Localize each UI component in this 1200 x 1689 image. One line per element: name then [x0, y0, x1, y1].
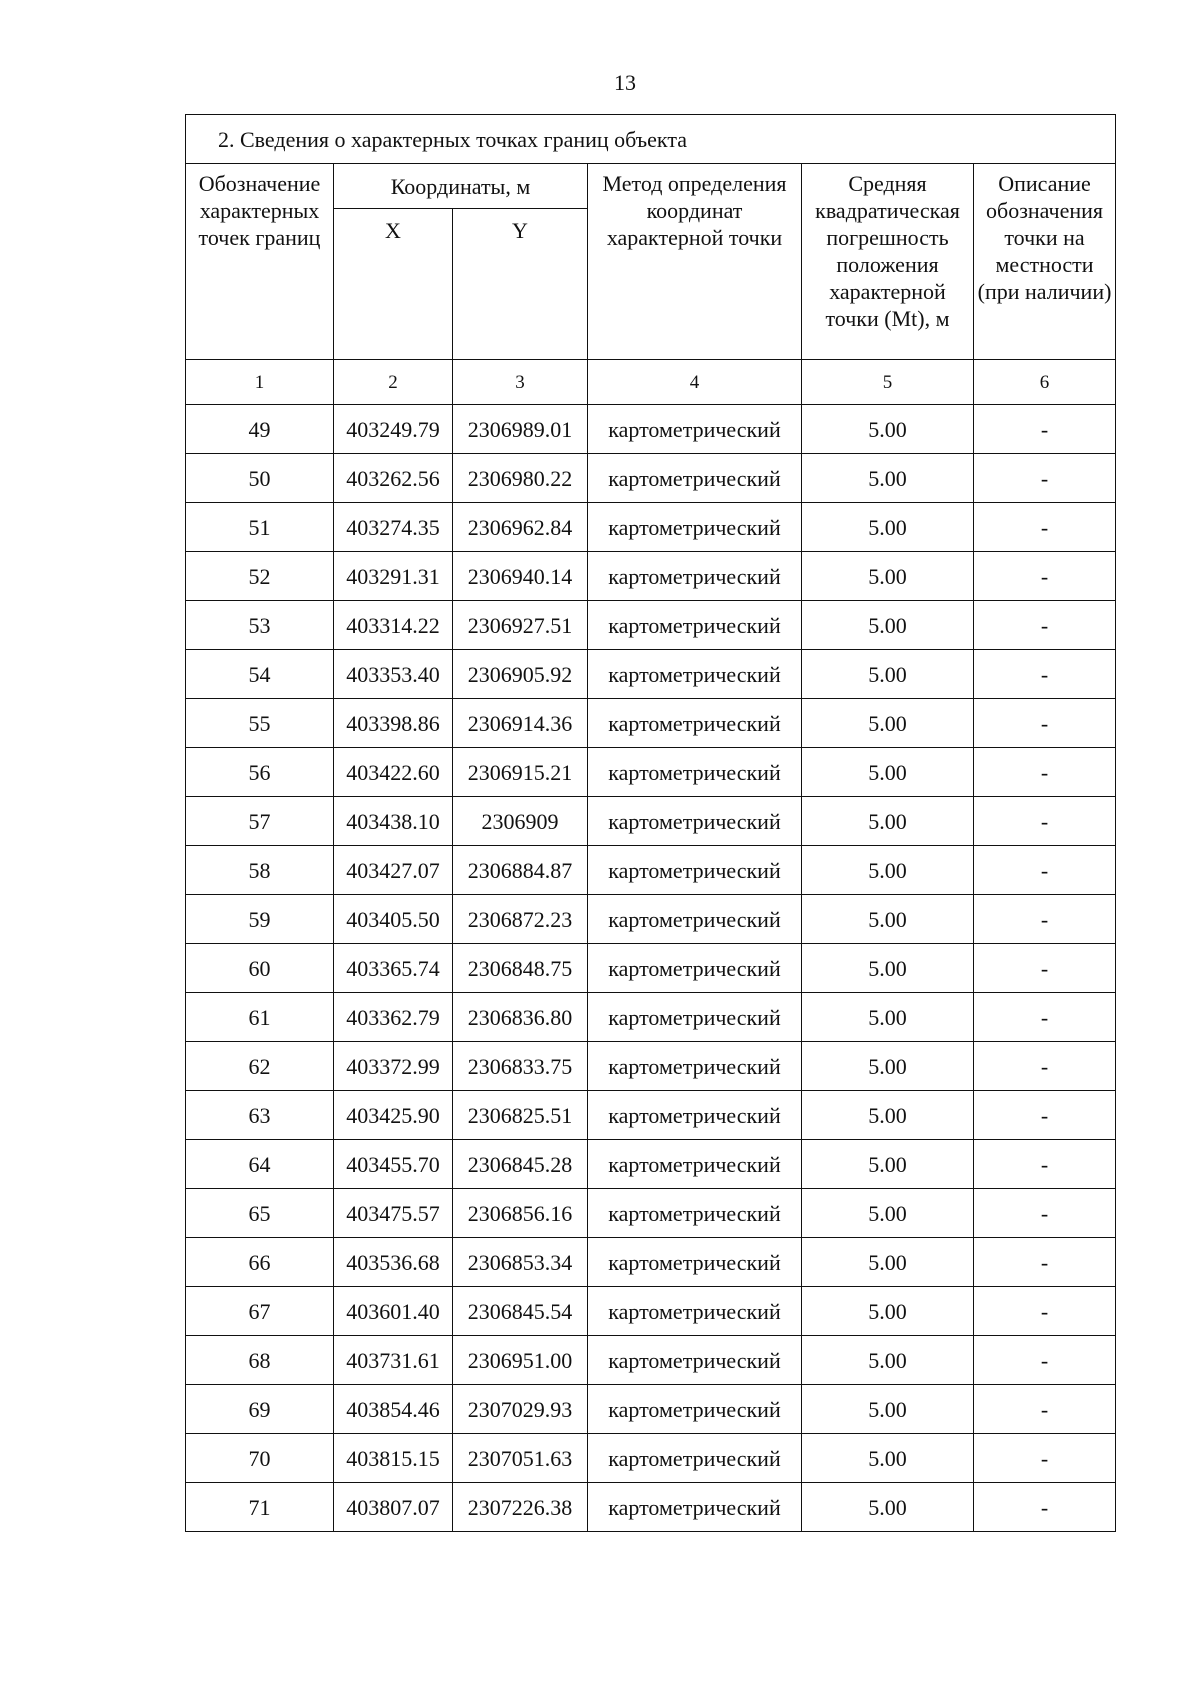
- table-title: 2. Сведения о характерных точках границ объекта: [186, 115, 1116, 164]
- description-cell: -: [974, 454, 1116, 503]
- column-number: 5: [802, 360, 974, 405]
- error-cell: 5.00: [802, 454, 974, 503]
- y-coordinate-cell: 2306909: [453, 797, 588, 846]
- method-cell: картометрический: [588, 405, 802, 454]
- table-row: [186, 1385, 1116, 1434]
- y-coordinate-cell: 2306853.34: [453, 1238, 588, 1287]
- header-error: Средняя квадратическая погрешность положения характерной точки (Mt), м: [802, 164, 974, 360]
- header-x: X: [334, 209, 453, 360]
- column-number: 6: [974, 360, 1116, 405]
- error-cell: 5.00: [802, 846, 974, 895]
- method-cell: картометрический: [588, 1091, 802, 1140]
- column-number: 1: [186, 360, 334, 405]
- x-coordinate-cell: 403807.07: [334, 1483, 453, 1532]
- point-id-cell: 51: [186, 503, 334, 552]
- page-number: 13: [614, 70, 636, 95]
- table-row: [186, 944, 1116, 993]
- point-id-cell: 61: [186, 993, 334, 1042]
- description-cell: -: [974, 503, 1116, 552]
- column-number: 3: [453, 360, 588, 405]
- x-coordinate-cell: 403425.90: [334, 1091, 453, 1140]
- error-cell: 5.00: [802, 699, 974, 748]
- table-row: [186, 895, 1116, 944]
- description-cell: -: [974, 650, 1116, 699]
- method-cell: картометрический: [588, 650, 802, 699]
- y-coordinate-cell: 2306884.87: [453, 846, 588, 895]
- point-id-cell: 55: [186, 699, 334, 748]
- table-row: [186, 1042, 1116, 1091]
- header-row-1: [186, 164, 1116, 209]
- description-cell: -: [974, 601, 1116, 650]
- point-id-cell: 49: [186, 405, 334, 454]
- error-cell: 5.00: [802, 405, 974, 454]
- y-coordinate-cell: 2306825.51: [453, 1091, 588, 1140]
- description-cell: -: [974, 1287, 1116, 1336]
- table-row: [186, 405, 1116, 454]
- error-cell: 5.00: [802, 1238, 974, 1287]
- point-id-cell: 71: [186, 1483, 334, 1532]
- method-cell: картометрический: [588, 1483, 802, 1532]
- method-cell: картометрический: [588, 1189, 802, 1238]
- x-coordinate-cell: 403731.61: [334, 1336, 453, 1385]
- description-cell: -: [974, 993, 1116, 1042]
- y-coordinate-cell: 2306940.14: [453, 552, 588, 601]
- table-row: [186, 1336, 1116, 1385]
- table-row: [186, 601, 1116, 650]
- error-cell: 5.00: [802, 1287, 974, 1336]
- x-coordinate-cell: 403815.15: [334, 1434, 453, 1483]
- point-id-cell: 66: [186, 1238, 334, 1287]
- y-coordinate-cell: 2307029.93: [453, 1385, 588, 1434]
- point-id-cell: 63: [186, 1091, 334, 1140]
- description-cell: -: [974, 1483, 1116, 1532]
- description-cell: -: [974, 699, 1116, 748]
- table-row: [186, 1238, 1116, 1287]
- y-coordinate-cell: 2306845.28: [453, 1140, 588, 1189]
- point-id-cell: 54: [186, 650, 334, 699]
- x-coordinate-cell: 403854.46: [334, 1385, 453, 1434]
- error-cell: 5.00: [802, 993, 974, 1042]
- error-cell: 5.00: [802, 797, 974, 846]
- y-coordinate-cell: 2306989.01: [453, 405, 588, 454]
- y-coordinate-cell: 2306962.84: [453, 503, 588, 552]
- description-cell: -: [974, 944, 1116, 993]
- point-id-cell: 65: [186, 1189, 334, 1238]
- point-id-cell: 62: [186, 1042, 334, 1091]
- column-number-row: [186, 360, 1116, 405]
- table-row: [186, 797, 1116, 846]
- y-coordinate-cell: 2306980.22: [453, 454, 588, 503]
- method-cell: картометрический: [588, 454, 802, 503]
- method-cell: картометрический: [588, 699, 802, 748]
- description-cell: -: [974, 797, 1116, 846]
- x-coordinate-cell: 403398.86: [334, 699, 453, 748]
- table-row: [186, 846, 1116, 895]
- x-coordinate-cell: 403365.74: [334, 944, 453, 993]
- x-coordinate-cell: 403405.50: [334, 895, 453, 944]
- header-y: Y: [453, 209, 588, 360]
- y-coordinate-cell: 2306905.92: [453, 650, 588, 699]
- header-designation: Обозначение характерных точек границ: [186, 164, 334, 360]
- method-cell: картометрический: [588, 748, 802, 797]
- column-number: 2: [334, 360, 453, 405]
- point-id-cell: 53: [186, 601, 334, 650]
- table-row: [186, 1287, 1116, 1336]
- x-coordinate-cell: 403362.79: [334, 993, 453, 1042]
- description-cell: -: [974, 405, 1116, 454]
- y-coordinate-cell: 2306915.21: [453, 748, 588, 797]
- method-cell: картометрический: [588, 601, 802, 650]
- y-coordinate-cell: 2307051.63: [453, 1434, 588, 1483]
- x-coordinate-cell: 403274.35: [334, 503, 453, 552]
- x-coordinate-cell: 403291.31: [334, 552, 453, 601]
- description-cell: -: [974, 1140, 1116, 1189]
- x-coordinate-cell: 403262.56: [334, 454, 453, 503]
- method-cell: картометрический: [588, 846, 802, 895]
- table-row: [186, 1483, 1116, 1532]
- description-cell: -: [974, 748, 1116, 797]
- table-body: [186, 115, 1116, 1532]
- error-cell: 5.00: [802, 1434, 974, 1483]
- method-cell: картометрический: [588, 1385, 802, 1434]
- point-id-cell: 56: [186, 748, 334, 797]
- error-cell: 5.00: [802, 601, 974, 650]
- x-coordinate-cell: 403475.57: [334, 1189, 453, 1238]
- y-coordinate-cell: 2306848.75: [453, 944, 588, 993]
- x-coordinate-cell: 403314.22: [334, 601, 453, 650]
- description-cell: -: [974, 1091, 1116, 1140]
- point-id-cell: 60: [186, 944, 334, 993]
- x-coordinate-cell: 403536.68: [334, 1238, 453, 1287]
- method-cell: картометрический: [588, 993, 802, 1042]
- point-id-cell: 69: [186, 1385, 334, 1434]
- point-id-cell: 68: [186, 1336, 334, 1385]
- y-coordinate-cell: 2306951.00: [453, 1336, 588, 1385]
- description-cell: -: [974, 1336, 1116, 1385]
- y-coordinate-cell: 2306845.54: [453, 1287, 588, 1336]
- table-row: [186, 503, 1116, 552]
- error-cell: 5.00: [802, 1140, 974, 1189]
- table-row: [186, 552, 1116, 601]
- table-row: [186, 699, 1116, 748]
- y-coordinate-cell: 2306833.75: [453, 1042, 588, 1091]
- description-cell: -: [974, 1434, 1116, 1483]
- error-cell: 5.00: [802, 650, 974, 699]
- error-cell: 5.00: [802, 552, 974, 601]
- point-id-cell: 59: [186, 895, 334, 944]
- y-coordinate-cell: 2306927.51: [453, 601, 588, 650]
- method-cell: картометрический: [588, 1140, 802, 1189]
- description-cell: -: [974, 552, 1116, 601]
- error-cell: 5.00: [802, 944, 974, 993]
- column-number: 4: [588, 360, 802, 405]
- point-id-cell: 58: [186, 846, 334, 895]
- method-cell: картометрический: [588, 944, 802, 993]
- table-title-row: [186, 115, 1116, 164]
- point-id-cell: 52: [186, 552, 334, 601]
- description-cell: -: [974, 895, 1116, 944]
- error-cell: 5.00: [802, 1189, 974, 1238]
- table-row: [186, 650, 1116, 699]
- error-cell: 5.00: [802, 1336, 974, 1385]
- description-cell: -: [974, 846, 1116, 895]
- x-coordinate-cell: 403455.70: [334, 1140, 453, 1189]
- error-cell: 5.00: [802, 895, 974, 944]
- method-cell: картометрический: [588, 1434, 802, 1483]
- method-cell: картометрический: [588, 1336, 802, 1385]
- error-cell: 5.00: [802, 1042, 974, 1091]
- error-cell: 5.00: [802, 1385, 974, 1434]
- header-description: Описание обозначения точки на местности (при наличии): [974, 164, 1116, 360]
- x-coordinate-cell: 403353.40: [334, 650, 453, 699]
- boundary-points-table: [185, 114, 1116, 1532]
- header-coordinates: Координаты, м: [334, 164, 588, 209]
- x-coordinate-cell: 403438.10: [334, 797, 453, 846]
- method-cell: картометрический: [588, 797, 802, 846]
- error-cell: 5.00: [802, 503, 974, 552]
- point-id-cell: 70: [186, 1434, 334, 1483]
- y-coordinate-cell: 2306836.80: [453, 993, 588, 1042]
- method-cell: картометрический: [588, 1287, 802, 1336]
- x-coordinate-cell: 403249.79: [334, 405, 453, 454]
- table-row: [186, 993, 1116, 1042]
- point-id-cell: 50: [186, 454, 334, 503]
- error-cell: 5.00: [802, 1483, 974, 1532]
- method-cell: картометрический: [588, 1042, 802, 1091]
- y-coordinate-cell: 2306914.36: [453, 699, 588, 748]
- y-coordinate-cell: 2306872.23: [453, 895, 588, 944]
- x-coordinate-cell: 403422.60: [334, 748, 453, 797]
- table-row: [186, 748, 1116, 797]
- table-row: [186, 1091, 1116, 1140]
- table-row: [186, 1140, 1116, 1189]
- description-cell: -: [974, 1238, 1116, 1287]
- method-cell: картометрический: [588, 552, 802, 601]
- point-id-cell: 67: [186, 1287, 334, 1336]
- description-cell: -: [974, 1189, 1116, 1238]
- point-id-cell: 64: [186, 1140, 334, 1189]
- table-row: [186, 454, 1116, 503]
- table-row: [186, 1189, 1116, 1238]
- error-cell: 5.00: [802, 1091, 974, 1140]
- method-cell: картометрический: [588, 1238, 802, 1287]
- y-coordinate-cell: 2306856.16: [453, 1189, 588, 1238]
- error-cell: 5.00: [802, 748, 974, 797]
- x-coordinate-cell: 403427.07: [334, 846, 453, 895]
- y-coordinate-cell: 2307226.38: [453, 1483, 588, 1532]
- description-cell: -: [974, 1385, 1116, 1434]
- table-row: [186, 1434, 1116, 1483]
- point-id-cell: 57: [186, 797, 334, 846]
- method-cell: картометрический: [588, 895, 802, 944]
- x-coordinate-cell: 403601.40: [334, 1287, 453, 1336]
- description-cell: -: [974, 1042, 1116, 1091]
- method-cell: картометрический: [588, 503, 802, 552]
- x-coordinate-cell: 403372.99: [334, 1042, 453, 1091]
- header-method: Метод определения координат характерной точки: [588, 164, 802, 360]
